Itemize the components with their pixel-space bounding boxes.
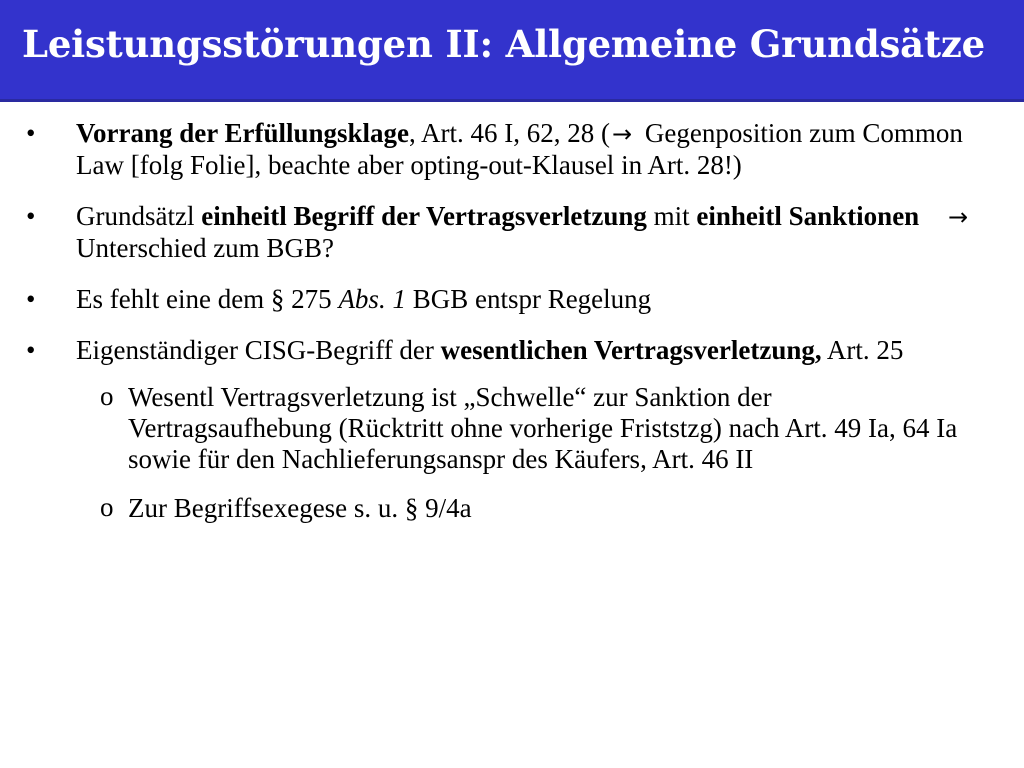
bullet-3-text: Es fehlt eine dem § 275 [76,284,339,314]
sub-bullet-2-text: Zur Begriffsexegese s. u. § 9/4a [128,493,472,523]
right-arrow-icon: → [947,203,969,231]
bullet-list [0,118,1024,544]
bullet-2-bold: einheitl Begriff der Vertragsverletzung [201,201,647,231]
slide-title: Leistungsstörungen II: Allgemeine Grundsätze [22,22,985,66]
bullet-1-text: , Art. 46 I, 62, 28 ( [409,118,611,148]
bullet-2-text: Grundsätzl [76,201,202,231]
bullet-item-4 [0,335,1024,524]
bullet-2-text-2: mit [646,201,697,231]
sub-bullet-item-1 [0,382,1024,475]
bullet-1-bold: Vorrang der Erfüllungsklage [76,118,410,148]
right-arrow-icon: → [612,120,633,148]
sub-bullet-list [0,382,1024,524]
bullet-4-bold: wesentlichen Vertragsverletzung, [440,335,822,365]
bullet-marker: • [26,201,36,231]
bullet-marker: • [26,335,36,365]
bullet-item-1 [0,118,1024,181]
bullet-item-2 [0,201,1024,264]
bullet-1-text-2: Gegenposition zum Common Law [folg Folie], beachte aber opting-out-Klausel in Art. 28!) [76,118,963,180]
bullet-4-text-2: Art. 25 [821,335,904,365]
sub-bullet-1-text: Wesentl Vertragsverletzung ist „Schwelle“ zur Sanktion der Vertragsaufhebung (Rücktritt ohne vorherige Friststzg) nach Art. 49 Ia, 64 Ia sowie für den Nachlieferungsanspr des Käufers, Art. 46 II [128,382,958,474]
bullet-3-italic: Abs. 1 [338,284,406,314]
title-bar [0,0,1024,102]
bullet-marker: • [26,118,36,148]
sub-bullet-marker: o [100,381,114,411]
bullet-3-text-2: BGB entspr Regelung [405,284,652,314]
sub-bullet-item-2 [0,493,1024,524]
sub-bullet-marker: o [100,492,114,522]
bullet-2-text-3: Unterschied zum BGB? [76,233,334,263]
bullet-2-bold-2: einheitl Sanktionen [696,201,920,231]
bullet-4-text: Eigenständiger CISG-Begriff der [76,335,441,365]
bullet-marker: • [26,284,36,314]
bullet-item-3 [0,284,1024,315]
